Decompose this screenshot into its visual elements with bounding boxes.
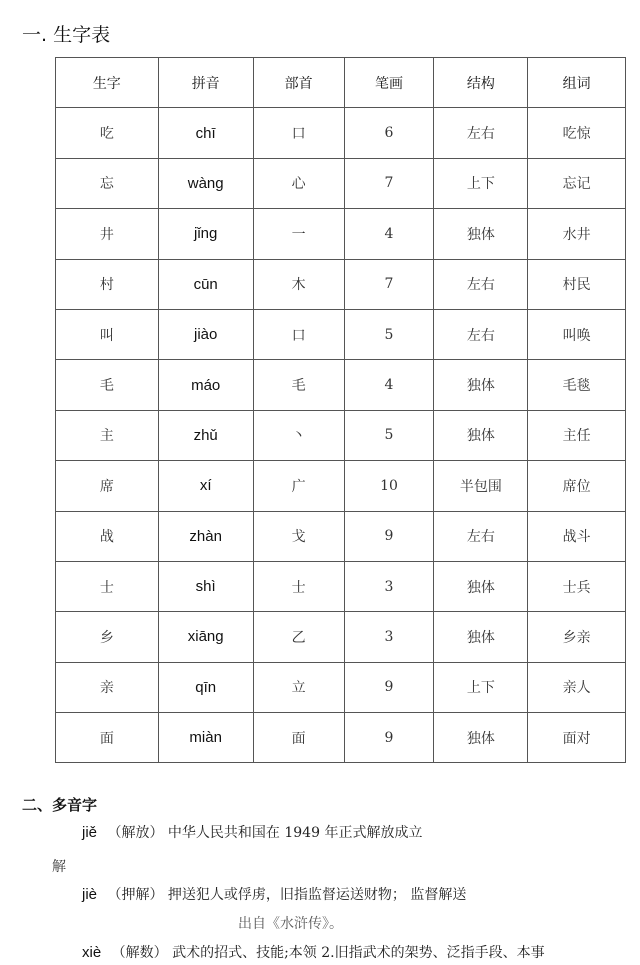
structure-cell: 半包围 — [434, 461, 528, 511]
word-cell: 吃惊 — [528, 108, 626, 158]
table-row — [56, 259, 626, 309]
entry-pinyin: jiě — [82, 824, 98, 841]
char-cell: 亲 — [56, 662, 159, 712]
structure-cell: 独体 — [434, 410, 528, 460]
pinyin-cell: xí — [158, 461, 253, 511]
structure-cell: 独体 — [434, 612, 528, 662]
polyphonic-character: 解 — [52, 859, 66, 875]
char-cell: 忘 — [56, 158, 159, 208]
polyphonic-entry — [82, 942, 545, 962]
stroke-count-cell: 3 — [344, 561, 434, 611]
column-header: 结构 — [434, 58, 528, 108]
stroke-count-cell: 4 — [344, 360, 434, 410]
structure-cell: 左右 — [434, 108, 528, 158]
table-row — [56, 511, 626, 561]
radical-cell: 广 — [253, 461, 344, 511]
polyphonic-entry — [82, 822, 422, 842]
char-cell: 井 — [56, 209, 159, 259]
stroke-count-cell: 5 — [344, 410, 434, 460]
word-cell: 亲人 — [528, 662, 626, 712]
table-row — [56, 108, 626, 158]
stroke-count-cell: 6 — [344, 108, 434, 158]
char-cell: 主 — [56, 410, 159, 460]
table-row — [56, 209, 626, 259]
word-cell: 席位 — [528, 461, 626, 511]
structure-cell: 独体 — [434, 209, 528, 259]
word-cell: 水井 — [528, 209, 626, 259]
char-cell: 战 — [56, 511, 159, 561]
table-header-row — [56, 58, 626, 108]
radical-cell: 面 — [253, 713, 344, 763]
entry-word: （押解） — [107, 887, 164, 903]
word-cell: 村民 — [528, 259, 626, 309]
table-row — [56, 561, 626, 611]
pinyin-cell: zhǔ — [158, 410, 253, 460]
stroke-count-cell: 4 — [344, 209, 434, 259]
char-cell: 吃 — [56, 108, 159, 158]
stroke-count-cell: 10 — [344, 461, 434, 511]
stroke-count-cell: 7 — [344, 259, 434, 309]
word-cell: 叫唤 — [528, 309, 626, 359]
word-cell: 主任 — [528, 410, 626, 460]
pinyin-cell: xiāng — [158, 612, 253, 662]
radical-cell: 口 — [253, 309, 344, 359]
char-cell: 毛 — [56, 360, 159, 410]
radical-cell: 毛 — [253, 360, 344, 410]
structure-cell: 上下 — [434, 158, 528, 208]
radical-cell: 丶 — [253, 410, 344, 460]
pinyin-cell: máo — [158, 360, 253, 410]
entry-text: 武术的招式、技能;本领 2.旧指武术的架势、泛指手段、本事 — [172, 945, 545, 961]
char-cell: 叫 — [56, 309, 159, 359]
column-header: 笔画 — [344, 58, 434, 108]
word-cell: 战斗 — [528, 511, 626, 561]
entry-pinyin: jiè — [82, 886, 98, 903]
entry-pinyin: xiè — [82, 944, 102, 961]
entry-text: 中华人民共和国在 1949 年正式解放成立 — [167, 825, 423, 841]
entry-text: 押送犯人或俘虏，旧指监督运送财物； 监督解送 — [167, 887, 467, 903]
entry-word: （解放） — [107, 825, 164, 841]
structure-cell: 上下 — [434, 662, 528, 712]
table-row — [56, 713, 626, 763]
structure-cell: 左右 — [434, 511, 528, 561]
structure-cell: 独体 — [434, 713, 528, 763]
table-row — [56, 410, 626, 460]
column-header: 生字 — [56, 58, 159, 108]
stroke-count-cell: 3 — [344, 612, 434, 662]
stroke-count-cell: 9 — [344, 713, 434, 763]
pinyin-cell: miàn — [158, 713, 253, 763]
char-cell: 面 — [56, 713, 159, 763]
word-cell: 士兵 — [528, 561, 626, 611]
entry-source-note — [238, 913, 343, 933]
word-cell: 毛毯 — [528, 360, 626, 410]
stroke-count-cell: 9 — [344, 662, 434, 712]
stroke-count-cell: 9 — [344, 511, 434, 561]
table-row — [56, 612, 626, 662]
radical-cell: 木 — [253, 259, 344, 309]
pinyin-cell: wàng — [158, 158, 253, 208]
char-cell: 士 — [56, 561, 159, 611]
radical-cell: 乙 — [253, 612, 344, 662]
char-cell: 席 — [56, 461, 159, 511]
character-table — [55, 57, 626, 763]
table-row — [56, 360, 626, 410]
entry-text: 出自《水浒传》。 — [238, 916, 343, 932]
column-header: 组词 — [528, 58, 626, 108]
section-title-polyphonic: 二、多音字 — [22, 796, 98, 814]
radical-cell: 立 — [253, 662, 344, 712]
table-row — [56, 309, 626, 359]
pinyin-cell: jiào — [158, 309, 253, 359]
column-header: 部首 — [253, 58, 344, 108]
word-cell: 面对 — [528, 713, 626, 763]
pinyin-cell: jǐng — [158, 209, 253, 259]
radical-cell: 士 — [253, 561, 344, 611]
pinyin-cell: shì — [158, 561, 253, 611]
structure-cell: 独体 — [434, 360, 528, 410]
column-header: 拼音 — [158, 58, 253, 108]
word-cell: 乡亲 — [528, 612, 626, 662]
radical-cell: 戈 — [253, 511, 344, 561]
structure-cell: 左右 — [434, 309, 528, 359]
stroke-count-cell: 5 — [344, 309, 434, 359]
pinyin-cell: zhàn — [158, 511, 253, 561]
table-row — [56, 461, 626, 511]
char-cell: 乡 — [56, 612, 159, 662]
entry-word: （解数） — [111, 945, 168, 961]
radical-cell: 一 — [253, 209, 344, 259]
table-row — [56, 158, 626, 208]
pinyin-cell: qīn — [158, 662, 253, 712]
section-title-character-table: 一. 生字表 — [22, 24, 111, 46]
char-cell: 村 — [56, 259, 159, 309]
structure-cell: 左右 — [434, 259, 528, 309]
pinyin-cell: chī — [158, 108, 253, 158]
table-row — [56, 662, 626, 712]
polyphonic-entry — [82, 884, 466, 904]
pinyin-cell: cūn — [158, 259, 253, 309]
structure-cell: 独体 — [434, 561, 528, 611]
radical-cell: 心 — [253, 158, 344, 208]
word-cell: 忘记 — [528, 158, 626, 208]
radical-cell: 口 — [253, 108, 344, 158]
stroke-count-cell: 7 — [344, 158, 434, 208]
